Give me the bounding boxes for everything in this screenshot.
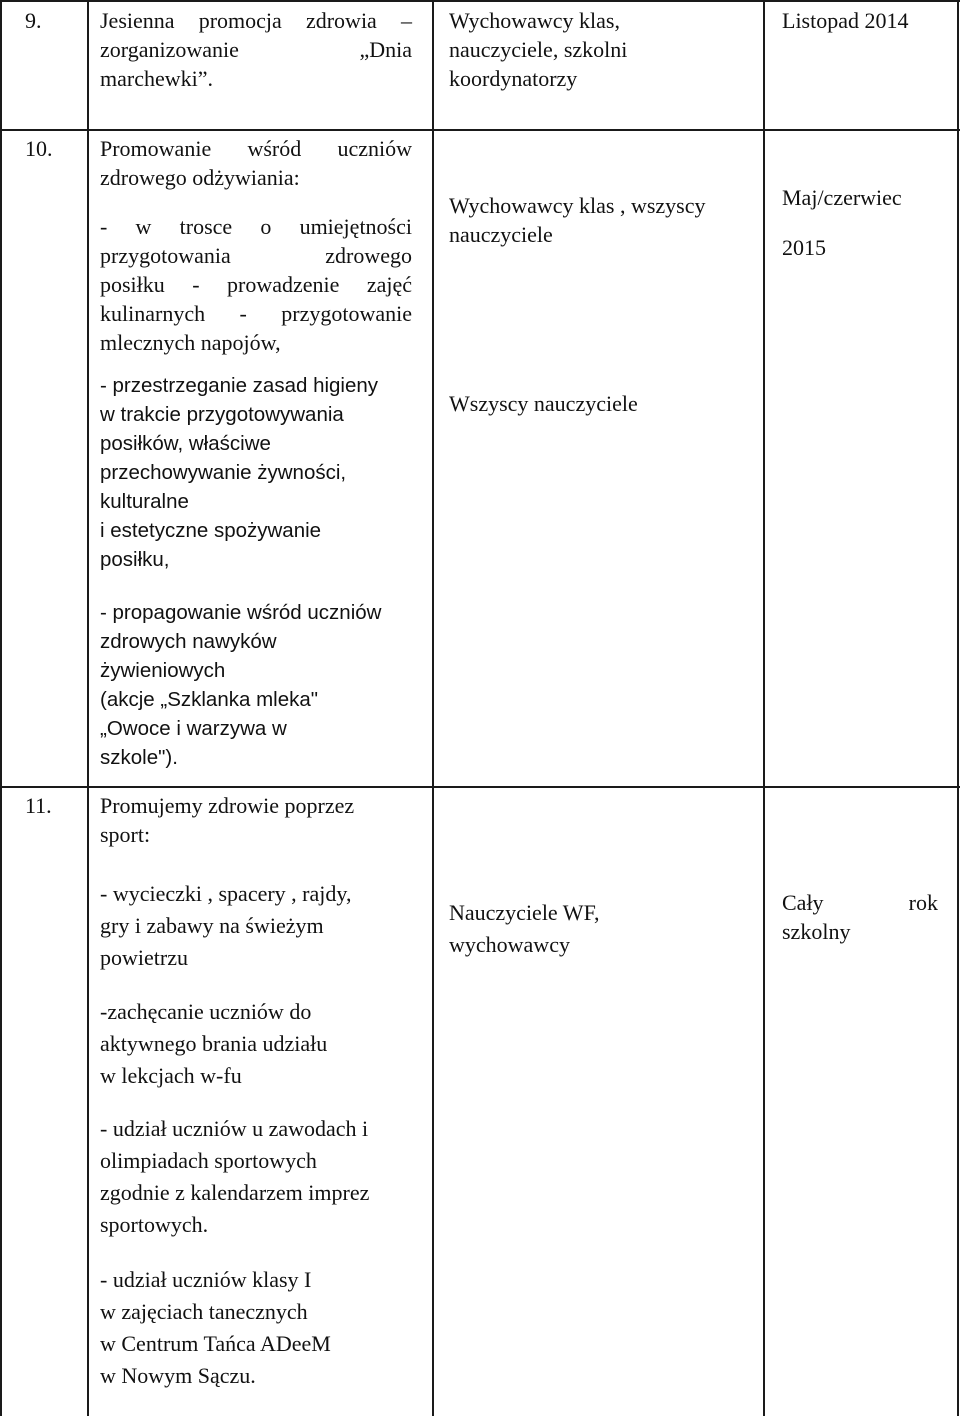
task-item <box>100 1113 369 1241</box>
text-line: w lekcjach w-fu <box>100 1063 242 1088</box>
date-cell: Maj/czerwiec <box>782 185 902 210</box>
text-line: wychowawcy <box>449 932 570 957</box>
row-number: 9. <box>25 8 42 33</box>
text-line: w Centrum Tańca ADeeM <box>100 1331 331 1356</box>
responsible-cell <box>449 191 706 249</box>
text-line: mlecznych napojów, <box>100 330 281 355</box>
text-line: zdrowych nawyków <box>100 630 277 653</box>
task-item <box>100 598 381 772</box>
text-line: koordynatorzy <box>449 66 578 91</box>
text-line: w trakcie przygotowywania <box>100 403 344 426</box>
text-line: - udział uczniów u zawodach i <box>100 1116 369 1141</box>
text-line: Nauczyciele WF, <box>449 900 600 925</box>
task-item <box>100 371 378 574</box>
date-cell: 2015 <box>782 235 826 260</box>
responsible-cell: Wszyscy nauczyciele <box>449 391 638 416</box>
text-line: posiłku - prowadzenie zajęć <box>100 272 412 297</box>
text-line: aktywnego brania udziału <box>100 1031 328 1056</box>
text-line: sport: <box>100 822 151 847</box>
text-line: marchewki”. <box>100 66 213 91</box>
text-line: przechowywanie żywności, <box>100 461 347 484</box>
text-line: posiłków, właściwe <box>100 432 271 455</box>
text-line: Wychowawcy klas , wszyscy <box>449 193 706 218</box>
task-item <box>100 212 412 328</box>
text-line: i estetyczne spożywanie <box>100 519 322 542</box>
text-line: powietrzu <box>100 945 188 970</box>
table-border-right <box>957 0 959 1416</box>
text-line: - propagowanie wśród uczniów <box>100 601 382 624</box>
task-item <box>100 1264 331 1392</box>
row-divider <box>0 129 960 131</box>
text-line: kulturalne <box>100 490 189 513</box>
text-line: - wycieczki , spacery , rajdy, <box>100 881 352 906</box>
text-line: nauczyciele, szkolni <box>449 37 628 62</box>
text-line: szkolny <box>782 919 851 944</box>
text-line: - w trosce o umiejętności <box>100 214 412 239</box>
text-line: (akcje „Szklanka mleka" <box>100 688 319 711</box>
text-line: zorganizowanie „Dnia <box>100 37 412 62</box>
text-line: gry i zabawy na świeżym <box>100 913 324 938</box>
task-item <box>100 996 327 1092</box>
text-line: zgodnie z kalendarzem imprez <box>100 1180 370 1205</box>
row-number: 10. <box>25 136 53 161</box>
text-line: olimpiadach sportowych <box>100 1148 317 1173</box>
text-line: Promujemy zdrowie poprzez <box>100 793 355 818</box>
date-cell: Listopad 2014 <box>782 8 909 33</box>
text-line: szkole"). <box>100 746 178 769</box>
text-line: - przestrzeganie zasad higieny <box>100 374 379 397</box>
column-divider <box>763 0 765 1416</box>
date-cell <box>782 888 938 917</box>
text-line: Jesienna promocja zdrowia – <box>100 8 412 33</box>
text-line: żywieniowych <box>100 659 226 682</box>
task-intro <box>100 791 354 849</box>
row-divider <box>0 0 960 2</box>
text-line: Wychowawcy klas, <box>449 8 620 33</box>
task-intro <box>100 134 412 163</box>
text-line: przygotowania zdrowego <box>100 243 412 268</box>
text-line: w Nowym Sączu. <box>100 1363 256 1388</box>
text-line: w zajęciach tanecznych <box>100 1299 308 1324</box>
text-line: sportowych. <box>100 1212 209 1237</box>
text-line: Promowanie wśród uczniów <box>100 136 412 161</box>
text-line: kulinarnych - przygotowanie <box>100 301 412 326</box>
row-number: 11. <box>25 793 52 818</box>
text-line: „Owoce i warzywa w <box>100 717 287 740</box>
table-border-left <box>0 0 2 1416</box>
task-cell <box>100 6 412 64</box>
responsible-cell <box>449 897 600 961</box>
task-item <box>100 878 351 974</box>
column-divider <box>432 0 434 1416</box>
responsible-cell <box>449 6 627 93</box>
column-divider <box>87 0 89 1416</box>
text-line: zdrowego odżywiania: <box>100 165 300 190</box>
text-line: nauczyciele <box>449 222 553 247</box>
text-line: Cały rok <box>782 890 938 915</box>
text-line: -zachęcanie uczniów do <box>100 999 312 1024</box>
text-line: posiłku, <box>100 548 170 571</box>
row-divider <box>0 786 960 788</box>
text-line: - udział uczniów klasy I <box>100 1267 312 1292</box>
